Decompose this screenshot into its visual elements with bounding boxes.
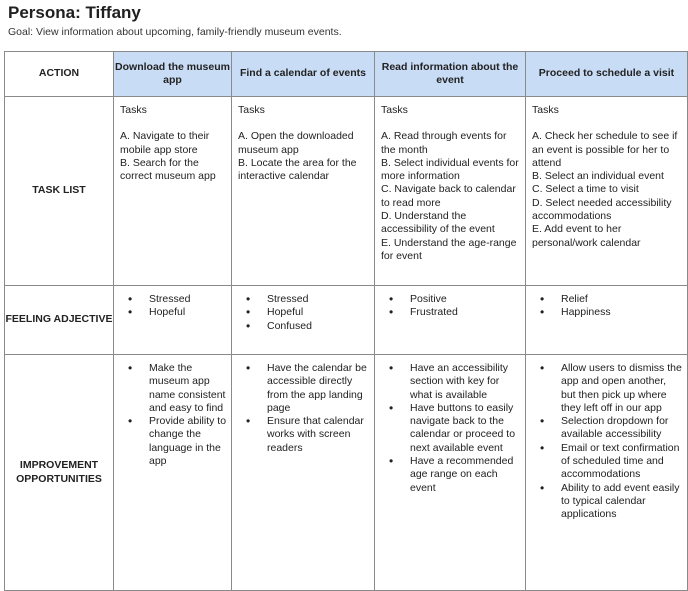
task-item: C. Select a time to visit [532,183,639,196]
tasks-heading: Tasks [238,104,265,116]
feeling-item: • Stressed [232,293,374,306]
improvement-cell [375,355,526,591]
improvement-list [375,362,525,495]
feeling-list [375,293,525,320]
task-item: D. Understand the accessibility of the event [381,210,495,236]
feeling-label: FEELING ADJECTIVE [5,286,114,355]
feeling-item: • Stressed [114,293,231,306]
improvement-label: IMPROVEMENT OPPORTUNITIES [5,355,114,591]
journey-map-table [4,51,688,591]
feeling-row [5,286,688,355]
improvement-list [232,362,374,455]
feeling-item: • Frustrated [375,306,525,319]
feeling-list [114,293,231,320]
feeling-cell [526,286,688,355]
improvement-row [5,355,688,591]
improvement-list [114,362,231,468]
stage-header-read: Read information about the event [375,52,526,97]
feeling-list [526,293,687,320]
tasks-heading: Tasks [532,104,559,116]
improvement-item: • Make the museum app name consistent and easy to find [114,362,231,415]
task-item: B. Select individual events for more information [381,156,519,183]
task-list-row [5,97,688,286]
feeling-item: • Confused [232,320,374,333]
improvement-item: • Allow users to dismiss the app and open another, but then pick up where they left off in our app [526,362,687,415]
improvement-cell [526,355,688,591]
improvement-item: • Have a recommended age range on each event [375,455,525,495]
feeling-item: • Relief [526,293,687,306]
task-item: D. Select needed accessibility accommodations [532,196,672,223]
stage-header-calendar: Find a calendar of events [232,52,375,97]
action-header: ACTION [5,52,114,97]
improvement-item: • Email or text confirmation of scheduled time and accommodations [526,442,687,482]
stage-header-schedule: Proceed to schedule a visit [526,52,688,97]
feeling-cell [375,286,526,355]
task-cell [114,97,232,286]
improvement-item: • Have buttons to easily navigate back to the calendar or proceed to next available event [375,402,525,455]
persona-title: Persona: Tiffany [8,3,141,22]
feeling-cell [232,286,375,355]
improvement-item: • Provide ability to change the language in the app [114,415,231,468]
feeling-cell [114,286,232,355]
task-cell [526,97,688,286]
improvement-item: • Ability to add event easily to typical calendar applications [526,482,687,522]
feeling-list [232,293,374,333]
improvement-item: • Ensure that calendar works with screen readers [232,415,374,455]
improvement-list [526,362,687,522]
task-item: B. Search for the correct museum app [120,156,216,183]
improvement-cell [114,355,232,591]
feeling-item: • Happiness [526,306,687,319]
task-item: C. Navigate back to calendar to read more [381,183,516,209]
improvement-item: • Have an accessibility section with key for what is available [375,362,525,402]
task-item: E. Add event to her personal/work calendar [532,223,641,249]
feeling-item: • Positive [375,293,525,306]
improvement-cell [232,355,375,591]
feeling-item: • Hopeful [114,306,231,319]
tasks-heading: Tasks [120,104,147,116]
header-row [5,52,688,97]
task-item: B. Select an individual event [532,170,664,183]
feeling-item: • Hopeful [232,306,374,319]
task-item: A. Read through events for the month [381,130,507,156]
task-cell [232,97,375,286]
task-item: A. Navigate to their mobile app store [120,130,210,156]
persona-goal: Goal: View information about upcoming, family-friendly museum events. [8,26,342,38]
task-item: E. Understand the age-range for event [381,236,517,262]
improvement-item: • Have the calendar be accessible directly from the app landing page [232,362,374,415]
task-item: B. Locate the area for the interactive calendar [238,156,357,183]
task-cell [375,97,526,286]
task-item: A. Open the downloaded museum app [238,130,354,156]
improvement-item: • Selection dropdown for available accessibility [526,415,687,442]
task-item: A. Check her schedule to see if an event is possible for her to attend [532,130,678,169]
tasks-heading: Tasks [381,104,408,116]
stage-header-download: Download the museum app [114,52,232,97]
task-list-label: TASK LIST [5,97,114,286]
